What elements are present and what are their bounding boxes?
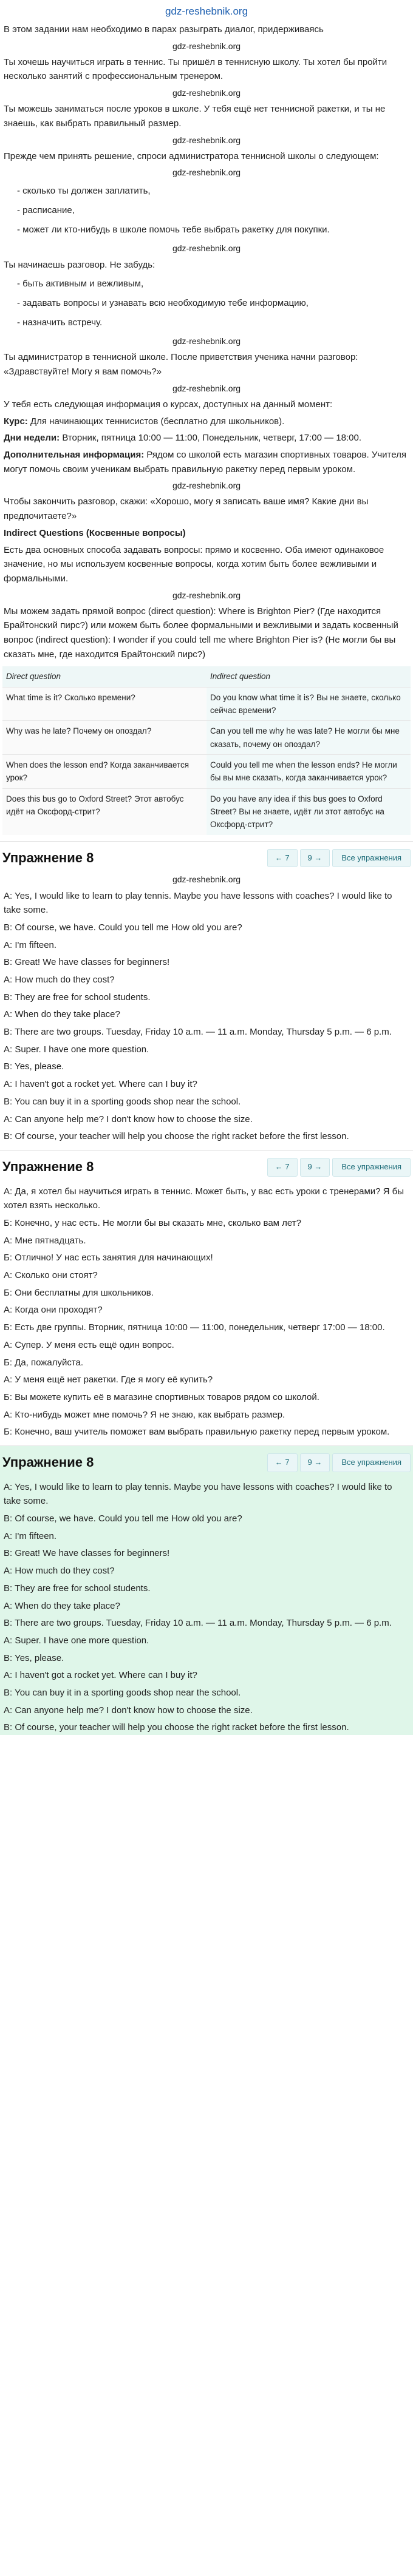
table-cell: What time is it? Сколько времени? bbox=[2, 687, 206, 721]
table-cell: Can you tell me why he was late? Не могли бы мне сказать, почему он опоздал? bbox=[206, 721, 411, 755]
iq-title: Indirect Questions (Косвенные вопросы) bbox=[4, 527, 186, 538]
intro-line: Ты хочешь научиться играть в теннис. Ты пришёл в теннисную школу. Ты хотел бы пройти несколько занятий с профессиональным тренером. bbox=[4, 56, 387, 82]
dialog-ru bbox=[0, 1185, 413, 1439]
dialog-line: Б: Конечно, ваш учитель поможет вам выбрать правильную ракетку перед первым уроком. bbox=[4, 1427, 390, 1438]
all-exercises-button[interactable]: Все упражнения bbox=[332, 849, 411, 868]
question-list bbox=[17, 184, 409, 237]
column-header: Direct question bbox=[2, 666, 206, 687]
site-header[interactable]: gdz-reshebnik.org bbox=[165, 5, 248, 17]
watermark: gdz-reshebnik.org bbox=[172, 41, 241, 51]
dialog-line: B: You can buy it in a sporting goods shop near the school. bbox=[4, 1096, 241, 1107]
table-row bbox=[2, 687, 411, 721]
watermark: gdz-reshebnik.org bbox=[172, 167, 241, 178]
dialog-line: A: Super. I have one more question. bbox=[4, 1044, 149, 1055]
list-item: - задавать вопросы и узнавать всю необходимую тебе информацию, bbox=[17, 296, 409, 311]
dialog-line: A: Super. I have one more question. bbox=[4, 1635, 149, 1646]
admin-greeting: Ты администратор в теннисной школе. После приветствия ученика начни разговор: «Здравствуйте! Могу я вам помочь?» bbox=[4, 352, 358, 377]
dialog-line: B: Great! We have classes for beginners! bbox=[4, 1548, 170, 1559]
table-cell: When does the lesson end? Когда заканчивается урок? bbox=[2, 755, 206, 789]
list-item: - назначить встречу. bbox=[17, 316, 409, 330]
intro-line: Ты можешь заниматься после уроков в школе. У тебя ещё нет теннисной ракетки, и ты не знаешь, как выбрать правильный размер. bbox=[4, 104, 386, 129]
list-item: - быть активным и вежливым, bbox=[17, 277, 409, 291]
table-cell: Do you know what time it is? Вы не знаете, сколько сейчас времени? bbox=[206, 687, 411, 721]
dialog-line: A: How much do they cost? bbox=[4, 975, 115, 985]
dialog-line: B: There are two groups. Tuesday, Friday 10 a.m. — 11 a.m. Monday, Thursday 5 p.m. — 6 p.m. bbox=[4, 1618, 392, 1629]
info-days: Дни недели: Вторник, пятница 10:00 — 11:00, Понедельник, четверг, 17:00 — 18:00. bbox=[4, 433, 361, 444]
all-exercises-button[interactable]: Все упражнения bbox=[332, 1158, 411, 1177]
dialog-line: А: Супер. У меня есть ещё один вопрос. bbox=[4, 1339, 174, 1350]
list-item: - расписание, bbox=[17, 203, 409, 218]
watermark: gdz-reshebnik.org bbox=[172, 590, 241, 600]
dialog-line: Б: Конечно, у нас есть. Не могли бы вы сказать мне, сколько вам лет? bbox=[4, 1218, 301, 1229]
dialog-line: B: Of course, your teacher will help you choose the right racket before the first lesson. bbox=[4, 1722, 349, 1733]
intro-line: В этом задании нам необходимо в парах разыграть диалог, придерживаясь bbox=[4, 24, 324, 35]
watermark: gdz-reshebnik.org bbox=[172, 874, 241, 884]
nav-controls bbox=[267, 1158, 411, 1177]
iq-text2: Мы можем задать прямой вопрос (direct question): Where is Brighton Pier? (Где находится Брайтонский пирс?) или можем быть более формальными и вежливыми и задать косвенный вопрос (indirect question): I wonder if you could tell me where Brighton Pier is? (Не могли бы вы сказать мне, где находится Брайтонский пирс?) bbox=[4, 606, 398, 660]
exercise-title: Упражнение 8 bbox=[2, 1454, 94, 1470]
prev-button[interactable]: ← 7 bbox=[267, 1158, 298, 1177]
info-course: Курс: Для начинающих теннисистов (бесплатно для школьников). bbox=[4, 416, 285, 427]
dialog-line: B: Yes, please. bbox=[4, 1652, 64, 1663]
dialog-line: B: There are two groups. Tuesday, Friday 10 a.m. — 11 a.m. Monday, Thursday 5 p.m. — 6 p.m. bbox=[4, 1027, 392, 1038]
nav-controls bbox=[267, 1453, 411, 1472]
dialog-line: А: Мне пятнадцать. bbox=[4, 1235, 86, 1246]
dialog-line: A: When do they take place? bbox=[4, 1009, 120, 1020]
table-header bbox=[2, 666, 411, 687]
dialog-line: А: Когда они проходят? bbox=[4, 1305, 103, 1316]
table-row bbox=[2, 755, 411, 789]
watermark: gdz-reshebnik.org bbox=[172, 481, 241, 491]
all-exercises-button[interactable]: Все упражнения bbox=[332, 1453, 411, 1472]
questions-table bbox=[2, 666, 411, 834]
dialog-line: A: Can anyone help me? I don't know how to choose the size. bbox=[4, 1114, 253, 1124]
dialog-line: B: You can buy it in a sporting goods shop near the school. bbox=[4, 1687, 241, 1698]
info-intro: У тебя есть следующая информация о курсах, доступных на данный момент: bbox=[4, 399, 333, 410]
dialog-line: Б: Вы можете купить её в магазине спортивных товаров рядом со школой. bbox=[4, 1391, 319, 1402]
dialog-line: B: Of course, we have. Could you tell me How old you are? bbox=[4, 922, 242, 933]
table-cell: Could you tell me when the lesson ends? Не могли бы вы мне сказать, когда заканчивается урок? bbox=[206, 755, 411, 789]
dialog-line: А: Кто-нибудь может мне помочь? Я не знаю, как выбрать размер. bbox=[4, 1409, 285, 1420]
dialog-line: А: Да, я хотел бы научиться играть в теннис. Может быть, у вас есть уроки с тренерами? Я бы хотел взять несколько. bbox=[4, 1186, 404, 1211]
watermark: gdz-reshebnik.org bbox=[172, 336, 241, 347]
next-button[interactable]: 9 → bbox=[300, 1158, 330, 1177]
table-cell: Does this bus go to Oxford Street? Этот автобус идёт на Оксфорд-стрит? bbox=[2, 788, 206, 834]
info-extra: Дополнительная информация: Рядом со школой есть магазин спортивных товаров. Учителя могут помочь своим ученикам выбрать правильную ракетку перед первым уроком. bbox=[4, 450, 406, 475]
exercise-nav bbox=[0, 1153, 413, 1182]
table-row bbox=[2, 788, 411, 834]
intro-line: Прежде чем принять решение, спроси администратора теннисной школы о следующем: bbox=[4, 150, 379, 161]
next-button[interactable]: 9 → bbox=[300, 1453, 330, 1472]
dialog-line: A: I haven't got a rocket yet. Where can I buy it? bbox=[4, 1079, 197, 1090]
table-row bbox=[2, 721, 411, 755]
exercise-title: Упражнение 8 bbox=[2, 850, 94, 865]
dialog-line: A: I haven't got a rocket yet. Where can I buy it? bbox=[4, 1670, 197, 1681]
watermark: gdz-reshebnik.org bbox=[172, 383, 241, 393]
dialog-line: B: Yes, please. bbox=[4, 1061, 64, 1072]
dialog-line: B: Of course, your teacher will help you choose the right racket before the first lesson. bbox=[4, 1131, 349, 1142]
dialog-line: Б: Да, пожалуйста. bbox=[4, 1357, 84, 1368]
dialog-line: А: У меня ещё нет ракетки. Где я могу её купить? bbox=[4, 1374, 213, 1385]
dialog-line: Б: Есть две группы. Вторник, пятница 10:00 — 11:00, понедельник, четверг 17:00 — 18:00. bbox=[4, 1322, 385, 1333]
exercise-nav bbox=[0, 1449, 413, 1477]
remember-line: Ты начинаешь разговор. Не забудь: bbox=[4, 259, 155, 270]
finish-line: Чтобы закончить разговор, скажи: «Хорошо, могу я записать ваше имя? Какие дни вы предпочитаете?» bbox=[4, 496, 369, 522]
intro-block bbox=[4, 22, 409, 662]
dialog-line: B: They are free for school students. bbox=[4, 1583, 151, 1594]
list-item: - сколько ты должен заплатить, bbox=[17, 184, 409, 198]
prev-button[interactable]: ← 7 bbox=[267, 1453, 298, 1472]
dialog-line: B: Of course, we have. Could you tell me How old you are? bbox=[4, 1513, 242, 1524]
dialog-en-2 bbox=[0, 1480, 413, 1735]
dialog-line: А: Сколько они стоят? bbox=[4, 1270, 98, 1281]
dialog-line: B: They are free for school students. bbox=[4, 992, 151, 1002]
nav-controls bbox=[267, 849, 411, 868]
dialog-line: A: When do they take place? bbox=[4, 1600, 120, 1611]
watermark: gdz-reshebnik.org bbox=[172, 243, 241, 254]
iq-text: Есть два основных способа задавать вопросы: прямо и косвенно. Оба имеют одинаковое значение, но мы используем косвенные вопросы, когда хотим быть более вежливыми и формальными. bbox=[4, 544, 384, 584]
list-item: - может ли кто-нибудь в школе помочь тебе выбрать ракетку для покупки. bbox=[17, 223, 409, 237]
dialog-line: Б: Они бесплатны для школьников. bbox=[4, 1287, 154, 1298]
dialog-line: A: Can anyone help me? I don't know how to choose the size. bbox=[4, 1705, 253, 1716]
exercise-title: Упражнение 8 bbox=[2, 1158, 94, 1174]
next-button[interactable]: 9 → bbox=[300, 849, 330, 868]
table-cell: Why was he late? Почему он опоздал? bbox=[2, 721, 206, 755]
prev-button[interactable]: ← 7 bbox=[267, 849, 298, 868]
dialog-line: B: Great! We have classes for beginners! bbox=[4, 957, 170, 968]
remember-list bbox=[17, 277, 409, 330]
exercise-section-ru bbox=[0, 1150, 413, 1439]
watermark: gdz-reshebnik.org bbox=[172, 88, 241, 98]
exercise-section-en bbox=[0, 841, 413, 1144]
dialog-line: A: How much do they cost? bbox=[4, 1566, 115, 1577]
dialog-line: A: Yes, I would like to learn to play tennis. Maybe you have lessons with coaches? I would like to take some. bbox=[4, 890, 392, 916]
dialog-en bbox=[0, 889, 413, 1144]
dialog-line: A: Yes, I would like to learn to play tennis. Maybe you have lessons with coaches? I would like to take some. bbox=[4, 1481, 392, 1507]
dialog-line: A: I'm fifteen. bbox=[4, 939, 57, 950]
table-cell: Do you have any idea if this bus goes to Oxford Street? Вы не знаете, идёт ли этот автобус на Оксфорд-стрит? bbox=[206, 788, 411, 834]
dialog-line: A: I'm fifteen. bbox=[4, 1530, 57, 1541]
column-header: Indirect question bbox=[206, 666, 411, 687]
exercise-nav bbox=[0, 844, 413, 873]
watermark: gdz-reshebnik.org bbox=[172, 135, 241, 145]
exercise-section-en-2 bbox=[0, 1445, 413, 1735]
dialog-line: Б: Отлично! У нас есть занятия для начинающих! bbox=[4, 1253, 213, 1263]
